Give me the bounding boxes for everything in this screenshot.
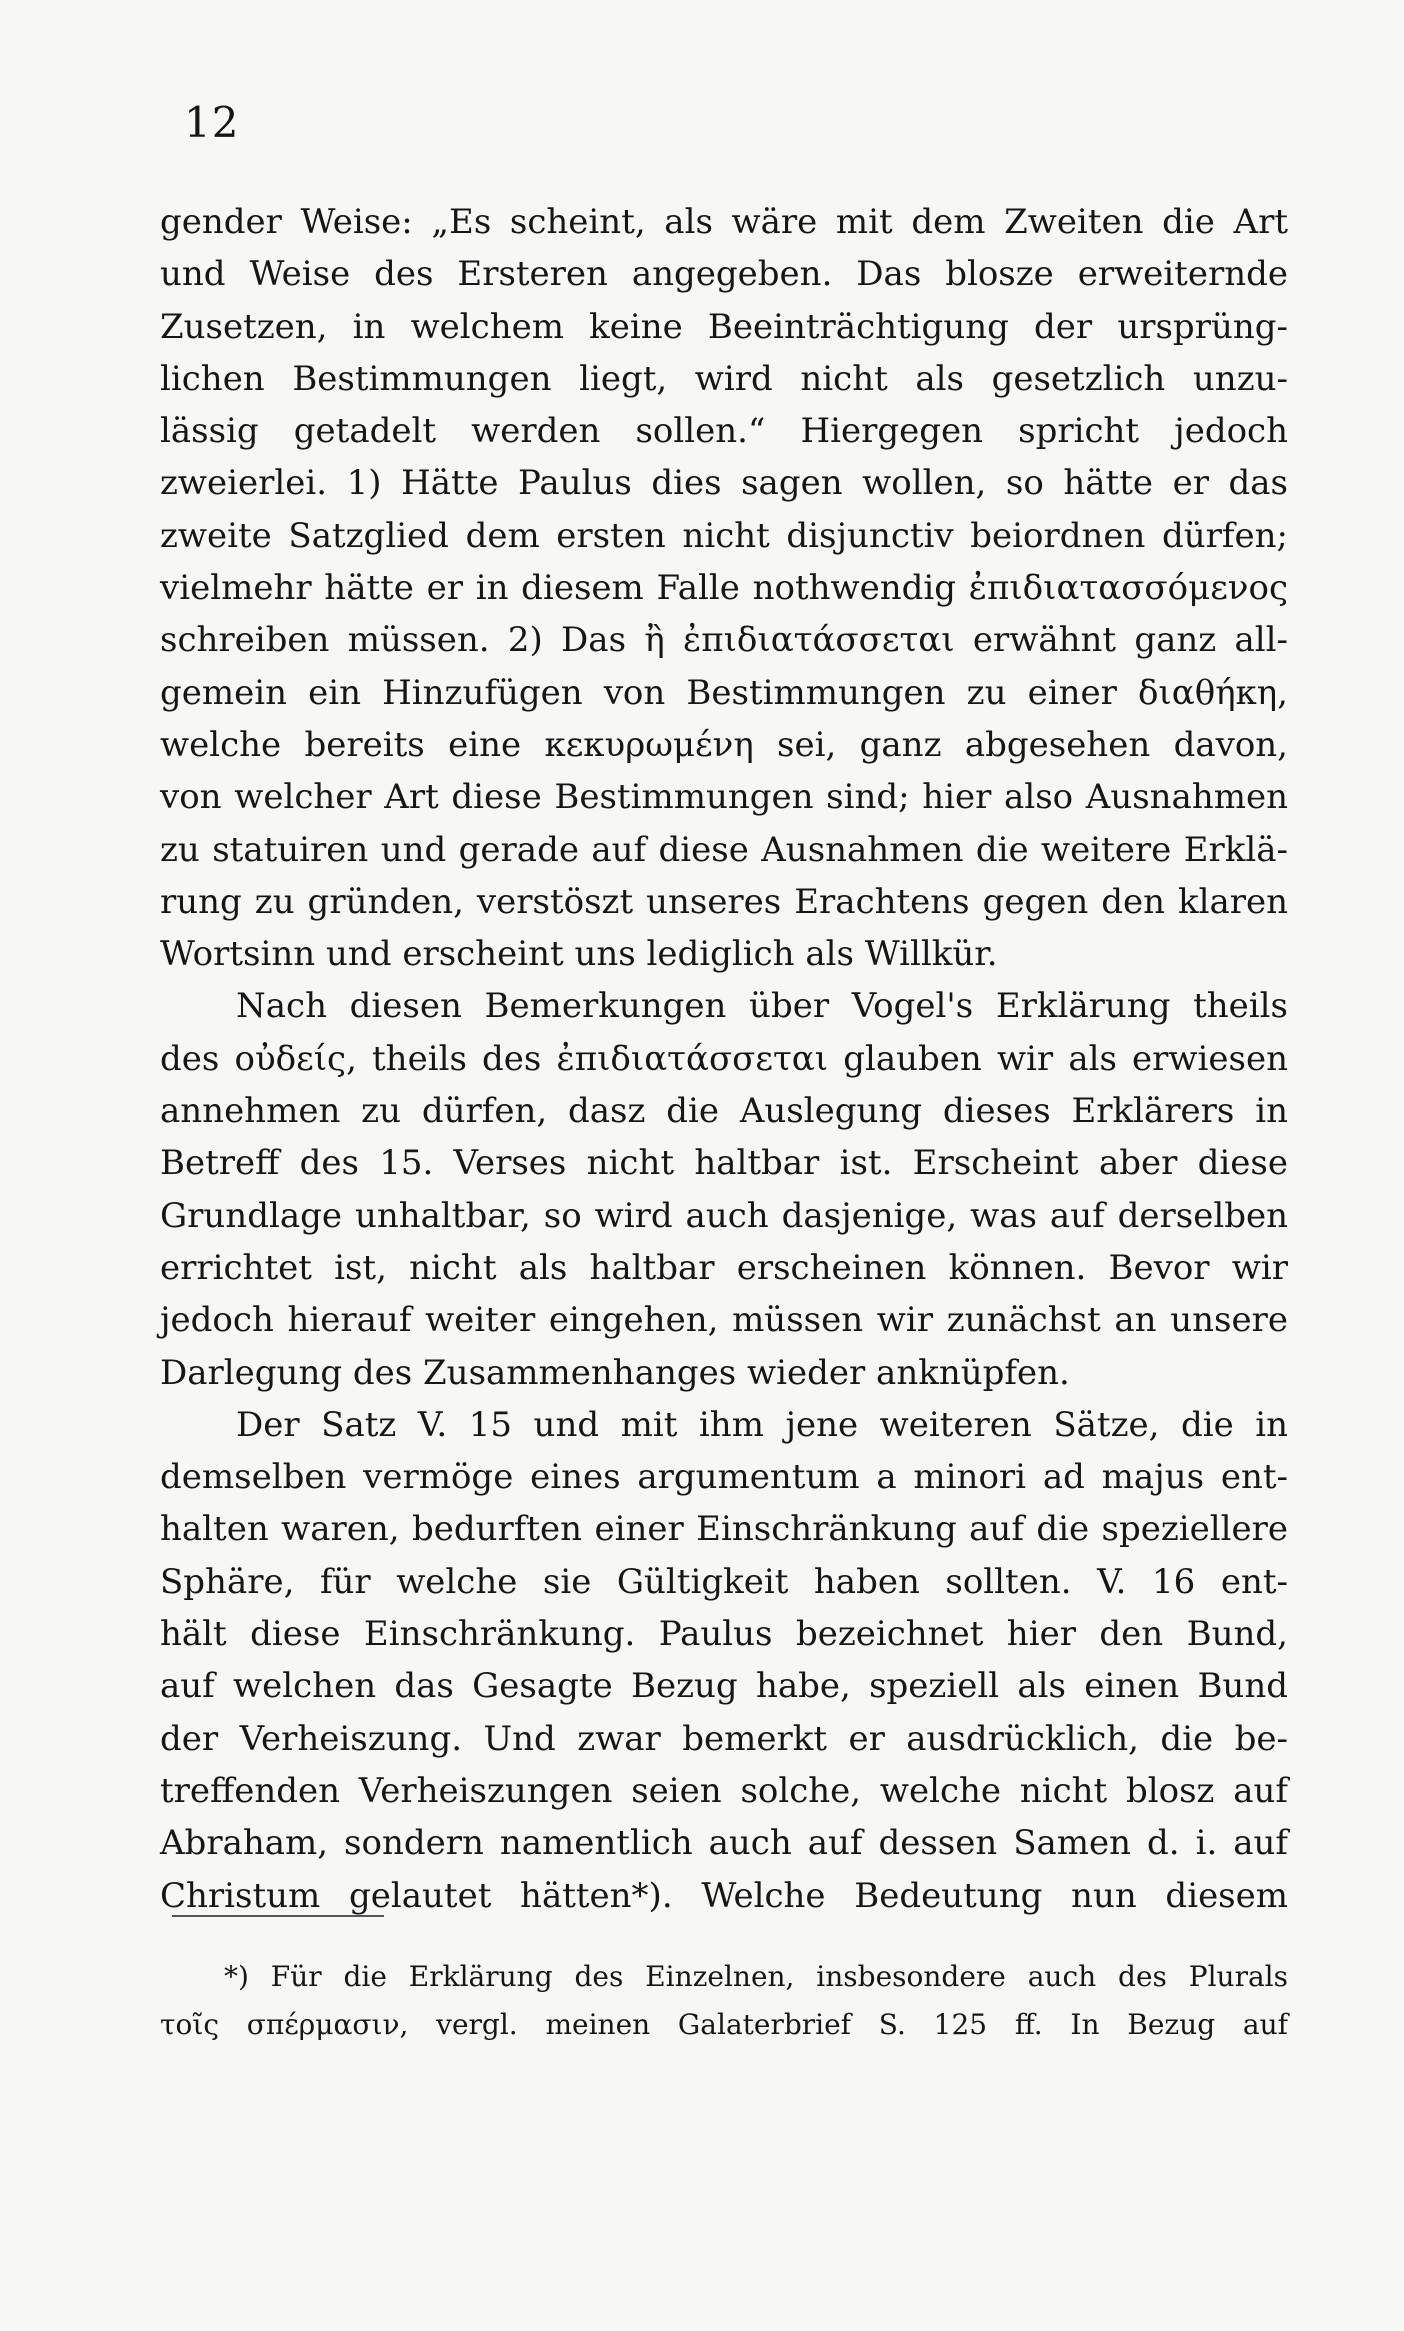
text-line: Wortsinn und erscheint uns lediglich als Willkür. <box>160 934 998 975</box>
text-line: treffenden Verheiszungen seien solche, welche nicht blosz auf <box>160 1770 1288 1811</box>
footnote <box>160 1953 1288 2049</box>
text-line: gender Weise: „Es scheint, als wäre mit dem Zweiten die Art <box>160 202 1288 242</box>
text-line: des οὐδείς, theils des ἐπιδιατάσσεται glauben wir als erwiesen <box>160 1038 1288 1079</box>
text-line: errichtet ist, nicht als haltbar erscheinen können. Bevor wir <box>160 1247 1288 1288</box>
text-line: rung zu gründen, verstöszt unseres Erachtens gegen den klaren <box>160 881 1288 922</box>
text-line: von welcher Art diese Bestimmungen sind; hier also Ausnahmen <box>160 777 1288 818</box>
text-line: Abraham, sondern namentlich auch auf dessen Samen d. i. auf <box>160 1823 1288 1864</box>
text-line: Grundlage unhaltbar, so wird auch dasjenige, was auf derselben <box>160 1195 1288 1236</box>
text-line: lichen Bestimmungen liegt, wird nicht als gesetzlich unzu- <box>160 358 1288 399</box>
footnote-divider <box>172 1915 384 1917</box>
footnote-line: τοῖς σπέρμασιν, vergl. meinen Galaterbrief S. 125 ff. In Bezug auf <box>160 2008 1288 2041</box>
text-line: der Verheiszung. Und zwar bemerkt er ausdrücklich, die be- <box>160 1718 1288 1759</box>
text-line: vielmehr hätte er in diesem Falle nothwendig ἐπιδιατασσόμενος <box>160 568 1288 609</box>
text-line: demselben vermöge eines argumentum a minori ad majus ent- <box>160 1457 1288 1498</box>
text-line: annehmen zu dürfen, dasz die Auslegung dieses Erklärers in <box>160 1091 1288 1132</box>
body-text <box>160 196 1288 1922</box>
text-line: lässig getadelt werden sollen.“ Hiergegen spricht jedoch <box>160 411 1288 452</box>
text-line: Darlegung des Zusammenhanges wieder anknüpfen. <box>160 1352 1070 1393</box>
text-line: hält diese Einschränkung. Paulus bezeichnet hier den Bund, <box>160 1614 1288 1655</box>
text-line: und Weise des Ersteren angegeben. Das blosze erweiternde <box>160 254 1288 295</box>
text-line: jedoch hierauf weiter eingehen, müssen wir zunächst an unsere <box>160 1300 1288 1341</box>
page-number: 12 <box>184 98 240 147</box>
footnote-line: *) Für die Erklärung des Einzelnen, insbesondere auch des Plurals <box>224 1960 1288 1993</box>
text-line: zweierlei. 1) Hätte Paulus dies sagen wollen, so hätte er das <box>160 463 1288 504</box>
text-line: Der Satz V. 15 und mit ihm jene weiteren Sätze, die in <box>236 1404 1288 1445</box>
text-line: zweite Satzglied dem ersten nicht disjunctiv beiordnen dürfen; <box>160 515 1288 556</box>
text-line: auf welchen das Gesagte Bezug habe, speziell als einen Bund <box>160 1666 1288 1707</box>
text-line: Sphäre, für welche sie Gültigkeit haben sollten. V. 16 ent- <box>160 1561 1288 1602</box>
text-line: halten waren, bedurften einer Einschränkung auf die speziellere <box>160 1509 1288 1550</box>
text-line: schreiben müssen. 2) Das ἢ ἐπιδιατάσσεται erwähnt ganz all- <box>160 620 1288 661</box>
text-line: welche bereits eine κεκυρωμένη sei, ganz abgesehen davon, <box>160 724 1288 765</box>
text-line: Christum gelautet hätten*). Welche Bedeutung nun diesem <box>160 1875 1288 1916</box>
text-line: Betreff des 15. Verses nicht haltbar ist. Erscheint aber diese <box>160 1143 1288 1184</box>
text-line: Nach diesen Bemerkungen über Vogel's Erklärung theils <box>236 986 1288 1027</box>
text-line: zu statuiren und gerade auf diese Ausnahmen die weitere Erklä- <box>160 829 1288 870</box>
text-line: gemein ein Hinzufügen von Bestimmungen zu einer διαθήκη, <box>160 672 1288 713</box>
text-line: Zusetzen, in welchem keine Beeinträchtigung der ursprüng- <box>160 306 1288 347</box>
